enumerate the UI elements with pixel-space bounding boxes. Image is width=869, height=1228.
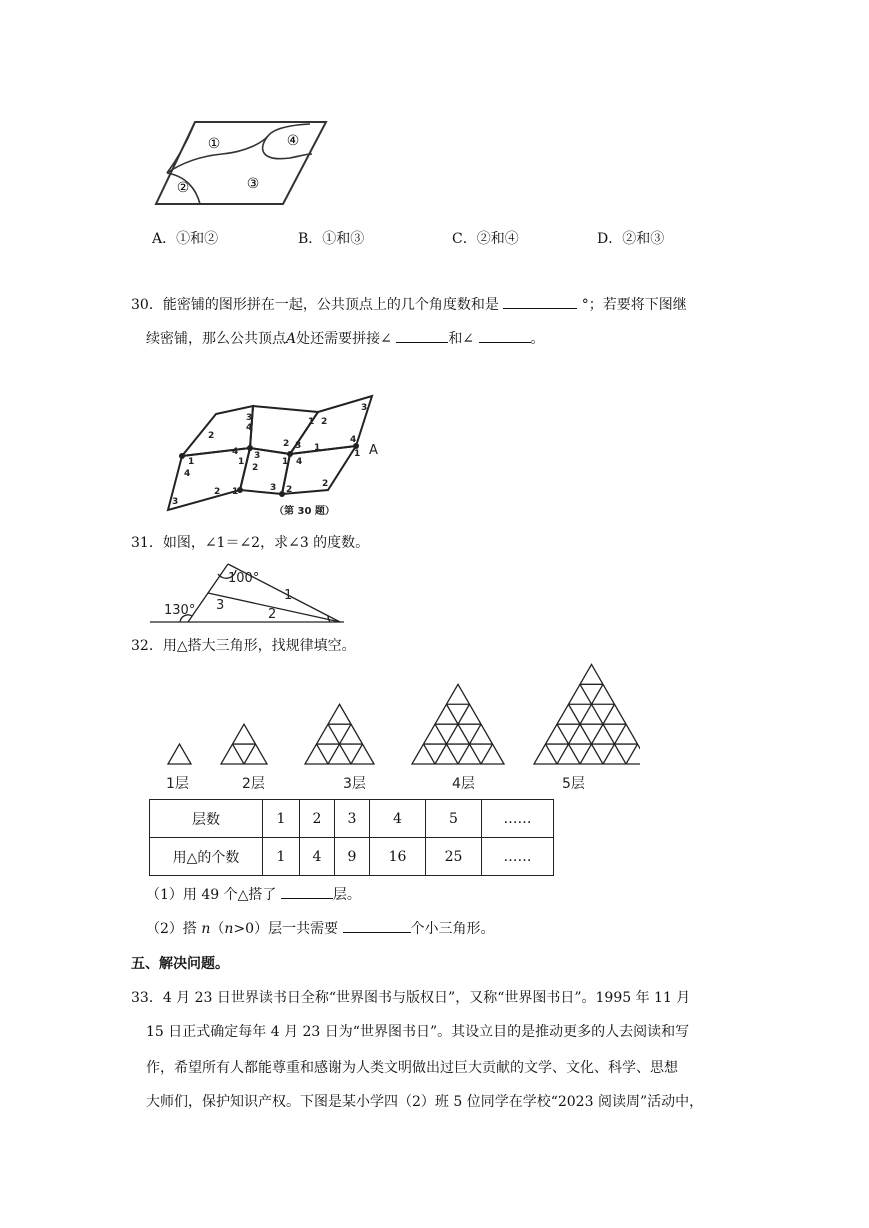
q32-sub2-n: n	[201, 921, 211, 937]
q32-text: 32．用△搭大三角形，找规律填空。	[131, 638, 356, 654]
q32-sub2-cond: >0）层一共需要	[233, 921, 339, 937]
q30-point-a-label: A	[369, 443, 378, 458]
q30-point-a: A	[286, 331, 297, 347]
q32-triangle-outline	[534, 664, 640, 764]
q32-grid-line	[481, 744, 493, 764]
q30-fig-label: 2	[252, 463, 259, 473]
q29-region-3: ③	[246, 176, 260, 192]
q33-line-4: 大师们，保护知识产权。下图是某小学四（2）班 5 位同学在学校“2023 阅读周”活动中，	[146, 1094, 704, 1110]
q31-angle-130: 130°	[164, 603, 196, 618]
q32-sub2-text-a: （2）搭	[146, 921, 197, 937]
q32-layer-label-4: 4层	[452, 776, 475, 792]
q30-tessellation-figure	[158, 392, 390, 518]
q32-sub1-text-b: 层。	[332, 887, 361, 903]
q30-text-f: 。	[530, 331, 545, 347]
q29-region-2: ②	[176, 180, 190, 196]
q30-fig-label: 3	[361, 403, 368, 413]
q30-text-b: °；若要将下图继	[581, 297, 687, 313]
q32-row2-header: 用△的个数	[150, 838, 263, 876]
q32-big-triangle	[168, 744, 191, 764]
q32-grid-line	[317, 744, 329, 764]
q30-blank-degree-sum[interactable]	[503, 294, 577, 309]
q30-fig-label: 1	[354, 449, 361, 459]
q32-cell: 1	[263, 800, 300, 838]
q30-fig-label: 4	[232, 447, 239, 457]
q29-option-a[interactable]: A．①和②	[152, 231, 219, 247]
q32-sub2-paren: （	[210, 921, 225, 937]
q32-cell: 2	[300, 800, 335, 838]
q30-fig-label: 2	[322, 479, 329, 489]
q31-text: 31．如图，∠1＝∠2，求∠3 的度数。	[131, 535, 370, 551]
q32-layer-label-5: 5层	[562, 776, 585, 792]
q30-fig-label: 3	[246, 413, 253, 423]
q30-fig-label: 1	[314, 443, 321, 453]
q30-fig-label: 2	[214, 487, 221, 497]
q30-text-d: 处还需要拼接∠	[296, 331, 392, 347]
q31-angle-100: 100°	[228, 571, 260, 586]
q32-cell: 4	[370, 800, 426, 838]
q30-fig-label: 4	[246, 423, 253, 433]
q32-cell: 1	[263, 838, 300, 876]
q30-fig-label: 1	[282, 457, 289, 467]
q30-fig-label: 1	[188, 457, 195, 467]
q30-fig-label: 1	[232, 487, 239, 497]
q32-grid-line	[626, 744, 638, 764]
q33-line-3: 作，希望所有人都能尊重和感谢为人类文明做出过巨大贡献的文学、文化、科学、思想	[146, 1060, 678, 1076]
q30-fig-label: 2	[321, 417, 328, 427]
q30-text-e: 和∠	[448, 331, 475, 347]
q33-line-1: 33．4 月 23 日世界读书日全称“世界图书与版权日”，又称“世界图书日”。1995 年 11 月	[131, 990, 691, 1006]
q30-text-a: 30．能密铺的图形拼在一起，公共顶点上的几个角度数和是	[131, 297, 499, 313]
q30-line-2	[146, 328, 545, 349]
q30-fig-label: 2	[283, 439, 290, 449]
q30-fig-label: 4	[350, 435, 357, 445]
q32-table	[149, 799, 554, 876]
q29-option-b[interactable]: B．①和③	[298, 231, 365, 247]
q31-triangle-figure	[148, 560, 348, 626]
q32-big-triangle	[534, 664, 640, 764]
q32-row1-header: 层数	[150, 800, 263, 838]
q32-cell: 25	[426, 838, 482, 876]
q30-fig-label: 3	[295, 441, 302, 451]
q32-cell: 5	[426, 800, 482, 838]
q32-triangle-outline	[305, 704, 374, 764]
q32-cell: ……	[482, 800, 554, 838]
q30-fig-label: 4	[184, 469, 191, 479]
q32-cell: 3	[335, 800, 370, 838]
q30-fig-label: 3	[172, 497, 179, 507]
q32-triangles-figure	[150, 660, 640, 795]
q30-fig-label: 4	[296, 457, 303, 467]
q32-grid-line	[424, 744, 436, 764]
q32-layer-label-3: 3层	[343, 776, 366, 792]
q30-blank-angle-1[interactable]	[396, 328, 448, 343]
q32-blank-layers[interactable]	[281, 884, 333, 899]
q32-sub1-text-a: （1）用 49 个△搭了	[146, 887, 277, 903]
q30-text-c: 续密铺，那么公共顶点	[146, 331, 286, 347]
q30-fig-label: 3	[270, 483, 277, 493]
q31-label-1: 1	[284, 588, 293, 603]
q32-big-triangle	[305, 704, 374, 764]
q32-grid-line	[351, 744, 363, 764]
q32-grid-line	[244, 744, 256, 764]
q32-cell: 16	[370, 838, 426, 876]
q32-grid-line	[233, 744, 245, 764]
q32-sub2-text-b: 个小三角形。	[410, 921, 495, 937]
q30-line-1	[131, 294, 687, 315]
q31-label-2: 2	[268, 607, 277, 622]
q32-sub2	[146, 918, 495, 939]
q29-region-4: ④	[286, 133, 300, 149]
q30-fig-label: 1	[308, 417, 315, 427]
q32-cell: ……	[482, 838, 554, 876]
q32-grid-line	[546, 744, 558, 764]
q32-sub2-n2: n	[224, 921, 234, 937]
q29-option-d[interactable]: D．②和③	[597, 231, 665, 247]
q29-option-c[interactable]: C．②和④	[452, 231, 519, 247]
q32-triangle-outline	[168, 744, 191, 764]
q30-blank-angle-2[interactable]	[479, 328, 531, 343]
q32-cell: 4	[300, 838, 335, 876]
q32-cell: 9	[335, 838, 370, 876]
q32-layer-label-1: 1层	[166, 776, 189, 792]
q32-sub1	[146, 884, 361, 905]
q29-region-1: ①	[207, 136, 221, 152]
q31-label-3: 3	[216, 598, 225, 613]
q32-layer-label-2: 2层	[242, 776, 265, 792]
q29-map-figure	[150, 118, 330, 208]
q30-fig-label: 2	[208, 431, 215, 441]
q30-fig-label: 1	[238, 457, 245, 467]
q30-fig-label: 2	[286, 485, 293, 495]
table-row	[150, 800, 554, 838]
q33-line-2: 15 日正式确定每年 4 月 23 日为“世界图书日”。其设立目的是推动更多的人去阅读和写	[146, 1024, 690, 1040]
q32-big-triangle	[221, 724, 267, 764]
q32-big-triangle	[412, 684, 504, 764]
table-row	[150, 838, 554, 876]
q32-blank-count[interactable]	[343, 918, 411, 933]
q30-figure-caption: （第 30 题）	[274, 506, 335, 517]
q30-fig-label: 3	[254, 451, 261, 461]
section-5-title: 五、解决问题。	[131, 956, 229, 972]
